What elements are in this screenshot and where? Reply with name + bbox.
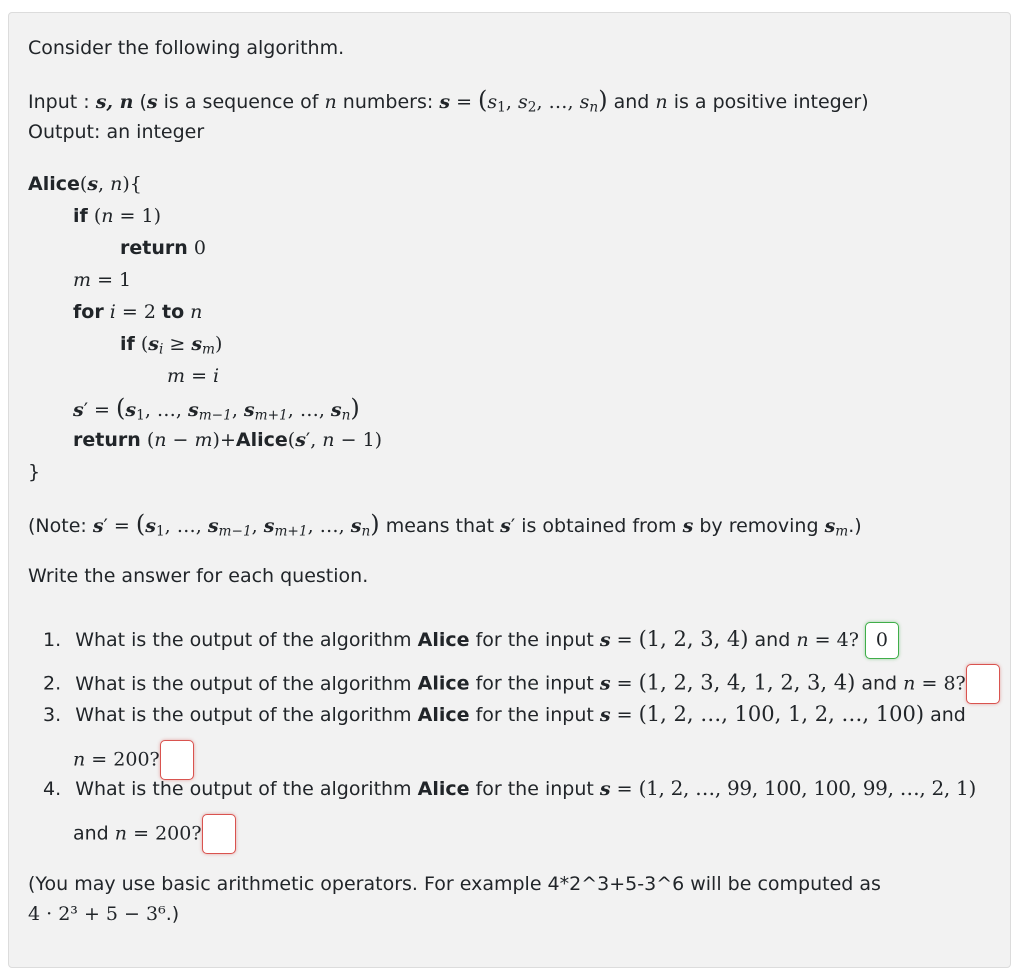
- footer-note: (You may use basic arithmetic operators. For example 4*2^3+5-3^6 will be computed as: [28, 873, 881, 895]
- note-line: (Note: $s' = (s_1$, …, $s_{m-1}$, $s_{m+1}$, …, $s_n$) means that s′ is obtained from s by removing $s_m$.): [28, 510, 862, 540]
- question-item-continued: and n = 200?: [73, 814, 236, 854]
- algo-if-n1: if (n = 1): [73, 205, 162, 227]
- algo-signature: Alice(s, n){: [28, 173, 142, 195]
- algo-for: for i = 2 to n: [73, 301, 203, 323]
- question-item: 3. What is the output of the algorithm Alice for the input s = (1, 2, …, 100, 1, 2, …, 100) and: [43, 702, 966, 726]
- answer-input[interactable]: [202, 814, 236, 854]
- answer-input[interactable]: [160, 740, 194, 780]
- intro-text: Consider the following algorithm.: [28, 37, 345, 59]
- algo-close-brace: }: [28, 461, 41, 483]
- algo-m-init: m = 1: [73, 269, 132, 291]
- answer-input[interactable]: 0: [865, 622, 899, 659]
- algo-return-0: return 0: [120, 237, 206, 259]
- question-item: 4. What is the output of the algorithm Alice for the input s = (1, 2, …, 99, 100, 100, 99, …, 2, 1): [43, 776, 976, 800]
- input-line: Input : s, n (s is a sequence of n numbers: $s = (s_1$, $s_2$, …, $s_n$) and n is a positive integer): [28, 86, 869, 116]
- answer-input[interactable]: [966, 664, 1000, 704]
- algo-s-prime: $s' = (s_1$, …, $s_{m-1}$, $s_{m+1}$, …, $s_n$): [73, 394, 360, 424]
- output-line: Output: an integer: [28, 121, 205, 143]
- question-item: 1. What is the output of the algorithm Alice for the input s = (1, 2, 3, 4) and n = 4? 0: [43, 622, 899, 659]
- algo-if-compare: if $(s_i \ge s_m)$: [120, 333, 223, 358]
- algo-m-assign: m = i: [167, 365, 220, 387]
- algo-return-recursive: return (n − m)+Alice(s′, n − 1): [73, 429, 383, 451]
- footer-math: 4 · 2³ + 5 − 3⁶.): [28, 903, 180, 925]
- question-item: 2. What is the output of the algorithm Alice for the input s = (1, 2, 3, 4, 1, 2, 3, 4) and n = 8?: [43, 664, 1000, 704]
- instruction-text: Write the answer for each question.: [28, 565, 369, 587]
- question-item-continued: n = 200?: [73, 740, 194, 780]
